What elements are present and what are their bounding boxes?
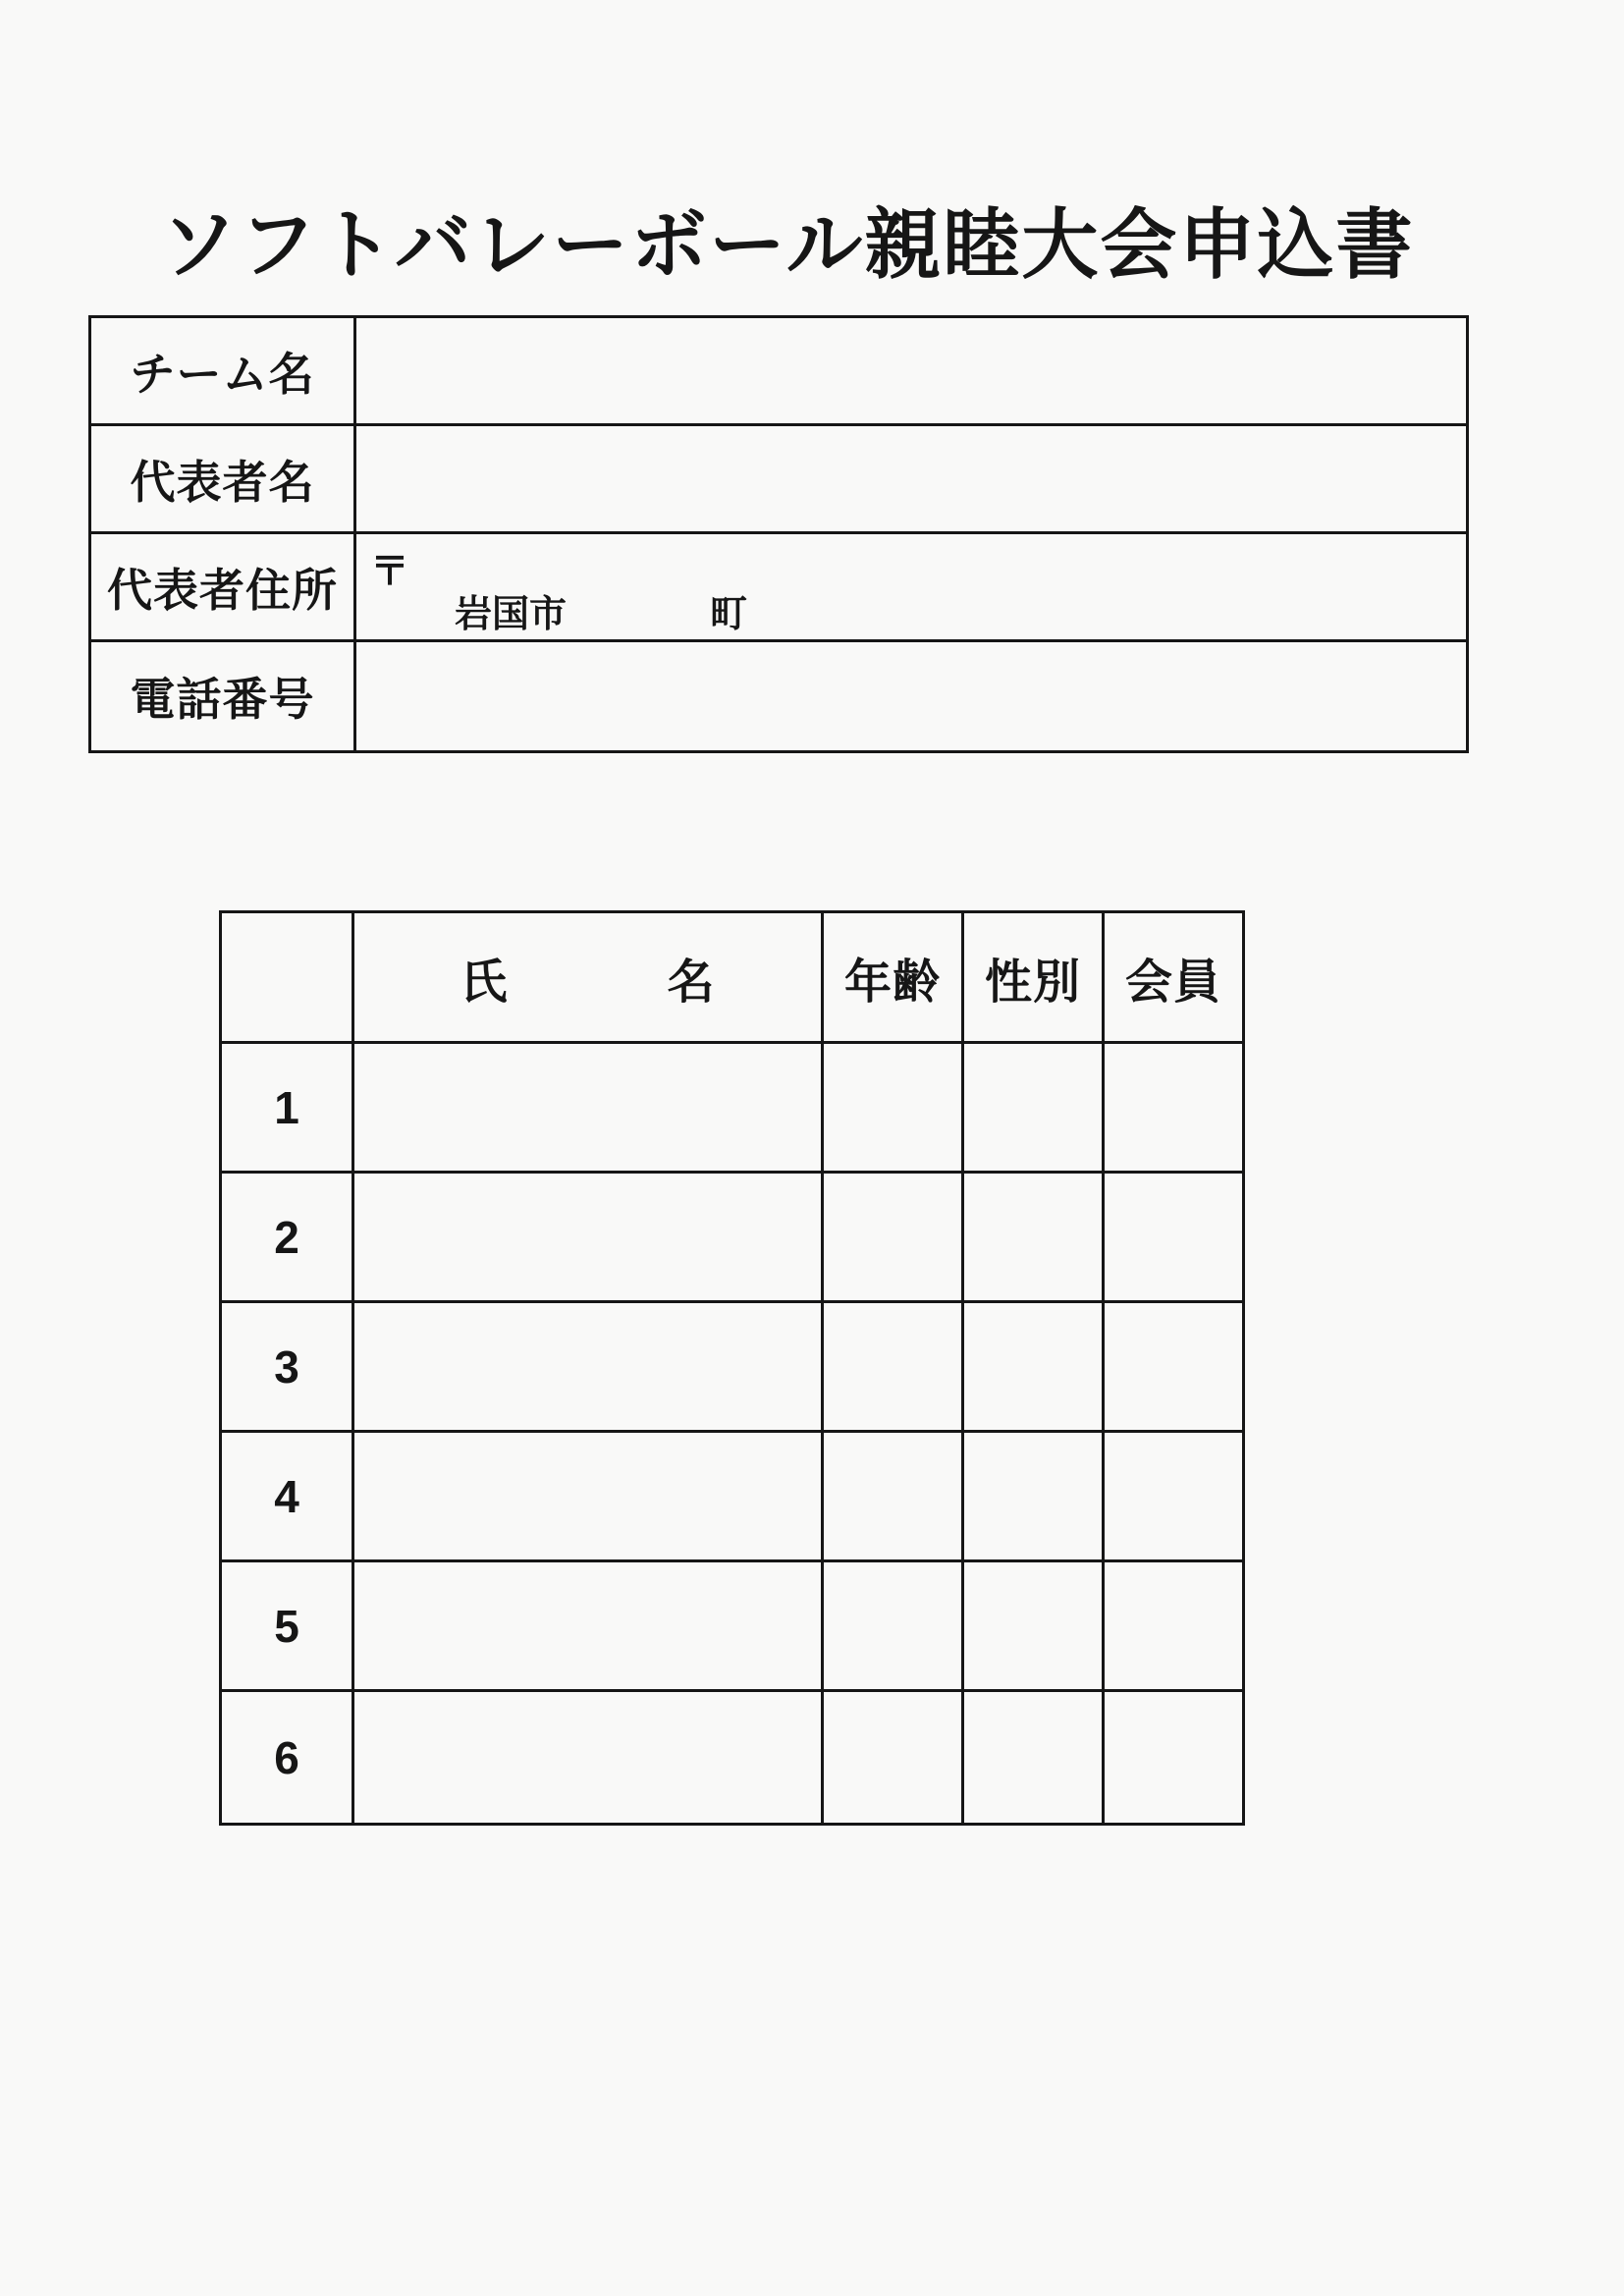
representative-name-label: 代表者名 bbox=[91, 426, 356, 531]
gender-header: 性別 bbox=[984, 954, 1081, 1010]
row-number: 1 bbox=[274, 1081, 299, 1133]
member-field[interactable] bbox=[1105, 1692, 1242, 1823]
row-number: 2 bbox=[274, 1211, 299, 1263]
representative-address-field[interactable] bbox=[356, 534, 1466, 639]
row-number-cell bbox=[222, 1303, 354, 1430]
member-field[interactable] bbox=[1105, 1433, 1242, 1559]
team-name-label: チーム名 bbox=[91, 318, 356, 423]
table-row bbox=[222, 1044, 1242, 1174]
number-header-cell bbox=[222, 913, 354, 1041]
age-field[interactable] bbox=[824, 1174, 964, 1300]
row-number-cell bbox=[222, 1433, 354, 1559]
gender-field[interactable] bbox=[964, 1303, 1105, 1430]
representative-address-row bbox=[91, 534, 1466, 642]
phone-field[interactable] bbox=[356, 642, 1466, 750]
name-field[interactable] bbox=[354, 1433, 824, 1559]
member-header-row bbox=[222, 913, 1242, 1044]
postal-mark: 〒 bbox=[370, 549, 409, 594]
form-title: ソフトバレーボール親睦大会申込書 bbox=[160, 201, 1415, 290]
name-field[interactable] bbox=[354, 1562, 824, 1689]
member-table bbox=[219, 910, 1245, 1826]
age-field[interactable] bbox=[824, 1044, 964, 1171]
gender-field[interactable] bbox=[964, 1174, 1105, 1300]
age-header: 年齢 bbox=[843, 954, 941, 1010]
table-row bbox=[222, 1174, 1242, 1303]
member-field[interactable] bbox=[1105, 1303, 1242, 1430]
representative-name-row bbox=[91, 426, 1466, 534]
gender-field[interactable] bbox=[964, 1433, 1105, 1559]
name-header-first: 氏 bbox=[460, 954, 509, 1010]
age-field[interactable] bbox=[824, 1562, 964, 1689]
name-field[interactable] bbox=[354, 1692, 824, 1823]
row-number: 4 bbox=[274, 1470, 299, 1522]
table-row bbox=[222, 1562, 1242, 1692]
representative-name-field[interactable] bbox=[356, 426, 1466, 531]
table-row bbox=[222, 1303, 1242, 1433]
row-number-cell bbox=[222, 1174, 354, 1300]
team-name-field[interactable] bbox=[356, 318, 1466, 423]
row-number: 6 bbox=[274, 1731, 299, 1783]
row-number: 5 bbox=[274, 1600, 299, 1652]
team-info-table bbox=[88, 315, 1469, 753]
city-text: 岩国市 bbox=[455, 592, 568, 635]
table-row bbox=[222, 1433, 1242, 1562]
member-field[interactable] bbox=[1105, 1044, 1242, 1171]
name-header-cell bbox=[354, 913, 824, 1041]
row-number: 3 bbox=[274, 1340, 299, 1393]
age-header-cell bbox=[824, 913, 964, 1041]
name-field[interactable] bbox=[354, 1174, 824, 1300]
name-header-second: 名 bbox=[667, 954, 716, 1010]
member-header-cell bbox=[1105, 913, 1242, 1041]
team-name-row bbox=[91, 318, 1466, 426]
member-field[interactable] bbox=[1105, 1174, 1242, 1300]
member-field[interactable] bbox=[1105, 1562, 1242, 1689]
town-text: 町 bbox=[710, 592, 748, 635]
row-number-cell bbox=[222, 1044, 354, 1171]
representative-address-label: 代表者住所 bbox=[91, 534, 356, 639]
name-field[interactable] bbox=[354, 1303, 824, 1430]
phone-label: 電話番号 bbox=[91, 642, 356, 750]
table-row bbox=[222, 1692, 1242, 1823]
gender-header-cell bbox=[964, 913, 1105, 1041]
age-field[interactable] bbox=[824, 1433, 964, 1559]
name-header bbox=[460, 944, 716, 1011]
age-field[interactable] bbox=[824, 1692, 964, 1823]
member-header: 会員 bbox=[1124, 954, 1221, 1010]
gender-field[interactable] bbox=[964, 1562, 1105, 1689]
row-number-cell bbox=[222, 1562, 354, 1689]
name-field[interactable] bbox=[354, 1044, 824, 1171]
gender-field[interactable] bbox=[964, 1044, 1105, 1171]
age-field[interactable] bbox=[824, 1303, 964, 1430]
gender-field[interactable] bbox=[964, 1692, 1105, 1823]
row-number-cell bbox=[222, 1692, 354, 1823]
phone-row bbox=[91, 642, 1466, 750]
